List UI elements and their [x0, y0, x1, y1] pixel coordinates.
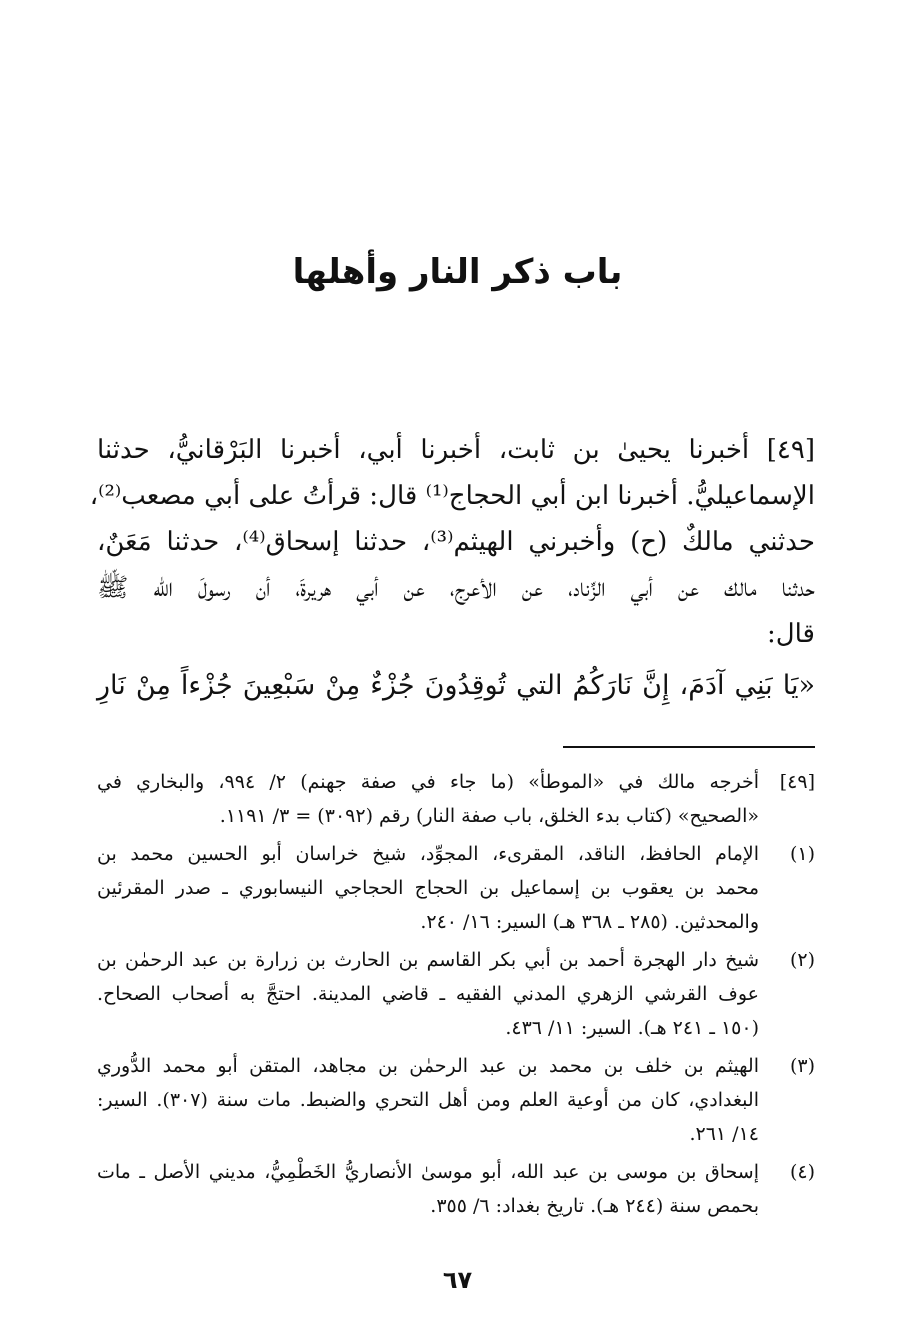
footnote-line: الهيثم بن خلف بن محمد بن عبد الرحمٰن بن مجاهد، المتقن أبو محمد الدُّوري: [97, 1055, 759, 1077]
footnote-2: [97, 943, 815, 1045]
footnotes: [97, 765, 815, 1227]
footnote-49: [97, 765, 815, 833]
footnote-line: بحمص سنة (٢٤٤ هـ). تاريخ بغداد: ٦/ ٣٥٥.: [430, 1195, 759, 1217]
footnote-line: عوف القرشي الزهري المدني الفقيه ـ قاضي المدينة. احتجَّ به أصحاب الصحاح.: [97, 983, 759, 1005]
hadith-line: حدثني مالكٌ (ح) وأخبرني الهيثم⁽³⁾، حدثنا إسحاق⁽⁴⁾، حدثنا مَعَنٌ،: [97, 527, 815, 557]
footnote-line: والمحدثين. (٢٨٥ ـ ٣٦٨ هـ) السير: ١٦/ ٢٤٠.: [420, 911, 759, 933]
footnote-line: «الصحيح» (كتاب بدء الخلق، باب صفة النار) رقم (٣٠٩٢) = ٣/ ١١٩١.: [219, 805, 759, 827]
footnote-number: (١): [789, 843, 815, 865]
footnote-number: [٤٩]: [779, 771, 815, 793]
footnote-line: (١٥٠ ـ ٢٤١ هـ). السير: ١١/ ٤٣٦.: [505, 1017, 759, 1039]
footnote-4: [97, 1155, 815, 1223]
hadith-line: حدثنا مالك عن أبي الزِّناد، عن الأعرج، عن أبي هريرةَ، أن رسولَ الله ﷺ: [97, 573, 815, 603]
footnote-number: (٤): [789, 1161, 815, 1183]
footnote-line: الإمام الحافظ، الناقد، المقرىء، المجوِّد، شيخ خراسان أبو الحسين محمد بن: [97, 843, 759, 865]
hadith-quote-line: «يَا بَنِي آدَمَ، إِنَّ نَارَكُمُ التي تُوقِدُونَ جُزْءٌ مِنْ سَبْعِينَ جُزْءاً مِنْ نَارِ: [97, 670, 815, 701]
hadith-text: [89, 427, 815, 709]
footnote-line: شيخ دار الهجرة أحمد بن أبي بكر القاسم بن الحارث بن زرارة بن عبد الرحمٰن بن: [97, 949, 759, 971]
hadith-line: الإسماعيليُّ. أخبرنا ابن أبي الحجاج⁽¹⁾ قال: قرأتُ على أبي مصعب⁽²⁾،: [89, 481, 815, 511]
hadith-line: [٤٩] أخبرنا يحيىٰ بن ثابت، أخبرنا أبي، أخبرنا البَرْقانيُّ، حدثنا: [97, 435, 815, 465]
footnote-line: البغدادي، كان من أوعية العلم ومن أهل التحري والضبط. مات سنة (٣٠٧). السير:: [97, 1089, 759, 1111]
page-number: ٦٧: [442, 1266, 473, 1294]
footnote-line: ١٤/ ٢٦١.: [689, 1123, 759, 1145]
footnote-line: إسحاق بن موسى بن عبد الله، أبو موسىٰ الأنصاريُّ الخَطْمِيُّ، مديني الأصل ـ مات: [97, 1161, 759, 1183]
footnote-line: محمد بن يعقوب بن إسماعيل بن الحجاج الحجاجي النيسابوري ـ صدر المقرئين: [97, 877, 759, 899]
footnote-number: (٢): [789, 949, 815, 971]
footnote-3: [97, 1049, 815, 1151]
footnote-separator: [563, 746, 815, 748]
footnote-line: أخرجه مالك في «الموطأ» (ما جاء في صفة جهنم) ٢/ ٩٩٤، والبخاري في: [97, 771, 759, 793]
chapter-title: باب ذكر النار وأهلها: [292, 252, 623, 292]
footnote-number: (٣): [789, 1055, 815, 1077]
hadith-line: قال:: [766, 619, 815, 649]
footnote-1: [97, 837, 815, 939]
